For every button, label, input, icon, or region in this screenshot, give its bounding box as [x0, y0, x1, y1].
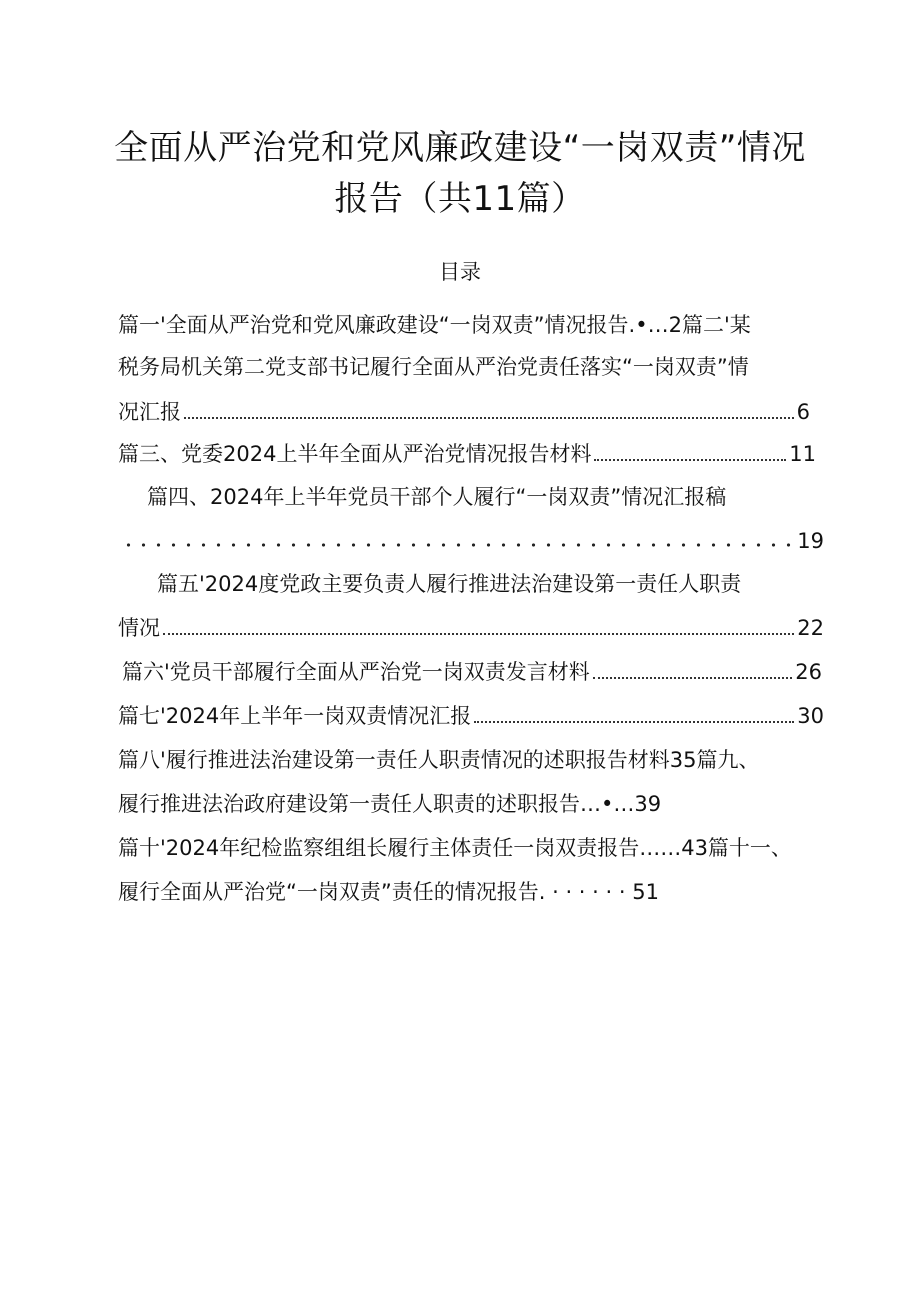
toc-entry-page: 19 [797, 529, 824, 553]
toc-entry-title: 篇三、党委2024上半年全面从严治党情况报告材料 [118, 442, 592, 466]
dot-leader [593, 677, 792, 679]
document-title-line-2: 报告（共11篇） [334, 179, 586, 219]
toc-entry-page: 11 [789, 442, 816, 466]
toc-line: 履行推进法治政府建设第一责任人职责的述职报告…•…39 [118, 792, 662, 816]
toc-entry-page: 22 [797, 616, 824, 640]
dot-leader [121, 542, 794, 548]
toc-entry-page: 26 [795, 660, 822, 684]
toc-entry [118, 437, 816, 471]
toc-line: 税务局机关第二党支部书记履行全面从严治党责任落实“一岗双责”情 [118, 355, 749, 379]
toc-entry-page: 30 [797, 704, 824, 728]
dot-leader [163, 633, 794, 635]
dot-leader [594, 459, 786, 461]
toc-entry [118, 395, 810, 429]
dot-leader [474, 721, 794, 723]
toc-line: 篇八'履行推进法治建设第一责任人职责情况的述职报告材料35篇九、 [118, 748, 760, 772]
toc-entry-title: 篇六'党员干部履行全面从严治党一岗双责发言材料 [122, 660, 590, 684]
toc-entry [118, 611, 824, 645]
toc-entry-title: 况汇报 [118, 400, 181, 424]
toc-entry [118, 699, 824, 733]
toc-entry [122, 655, 822, 689]
toc-entry-title: 情况 [118, 616, 160, 640]
toc-entry [118, 524, 824, 558]
toc-line: 篇十'2024年纪检监察组组长履行主体责任一岗双责报告……43篇十一、 [118, 836, 792, 860]
toc-line: 篇一'全面从严治党和党风廉政建设“一岗双责”情况报告.•…2篇二'某 [118, 313, 751, 337]
toc-entry-page: 6 [796, 400, 810, 424]
toc-entry-title: 篇七'2024年上半年一岗双责情况汇报 [118, 704, 472, 728]
toc-heading: 目录 [439, 260, 481, 284]
toc-line: 篇五'2024度党政主要负责人履行推进法治建设第一责任人职责 [157, 572, 742, 596]
toc-line: 履行全面从严治党“一岗双责”责任的情况报告. · · · · · · 51 [118, 880, 659, 904]
document-title-line-1: 全面从严治党和党风廉政建设“一岗双责”情况 [114, 128, 806, 168]
dot-leader [184, 417, 794, 419]
toc-line: 篇四、2024年上半年党员干部个人履行“一岗双责”情况汇报稿 [147, 485, 727, 509]
